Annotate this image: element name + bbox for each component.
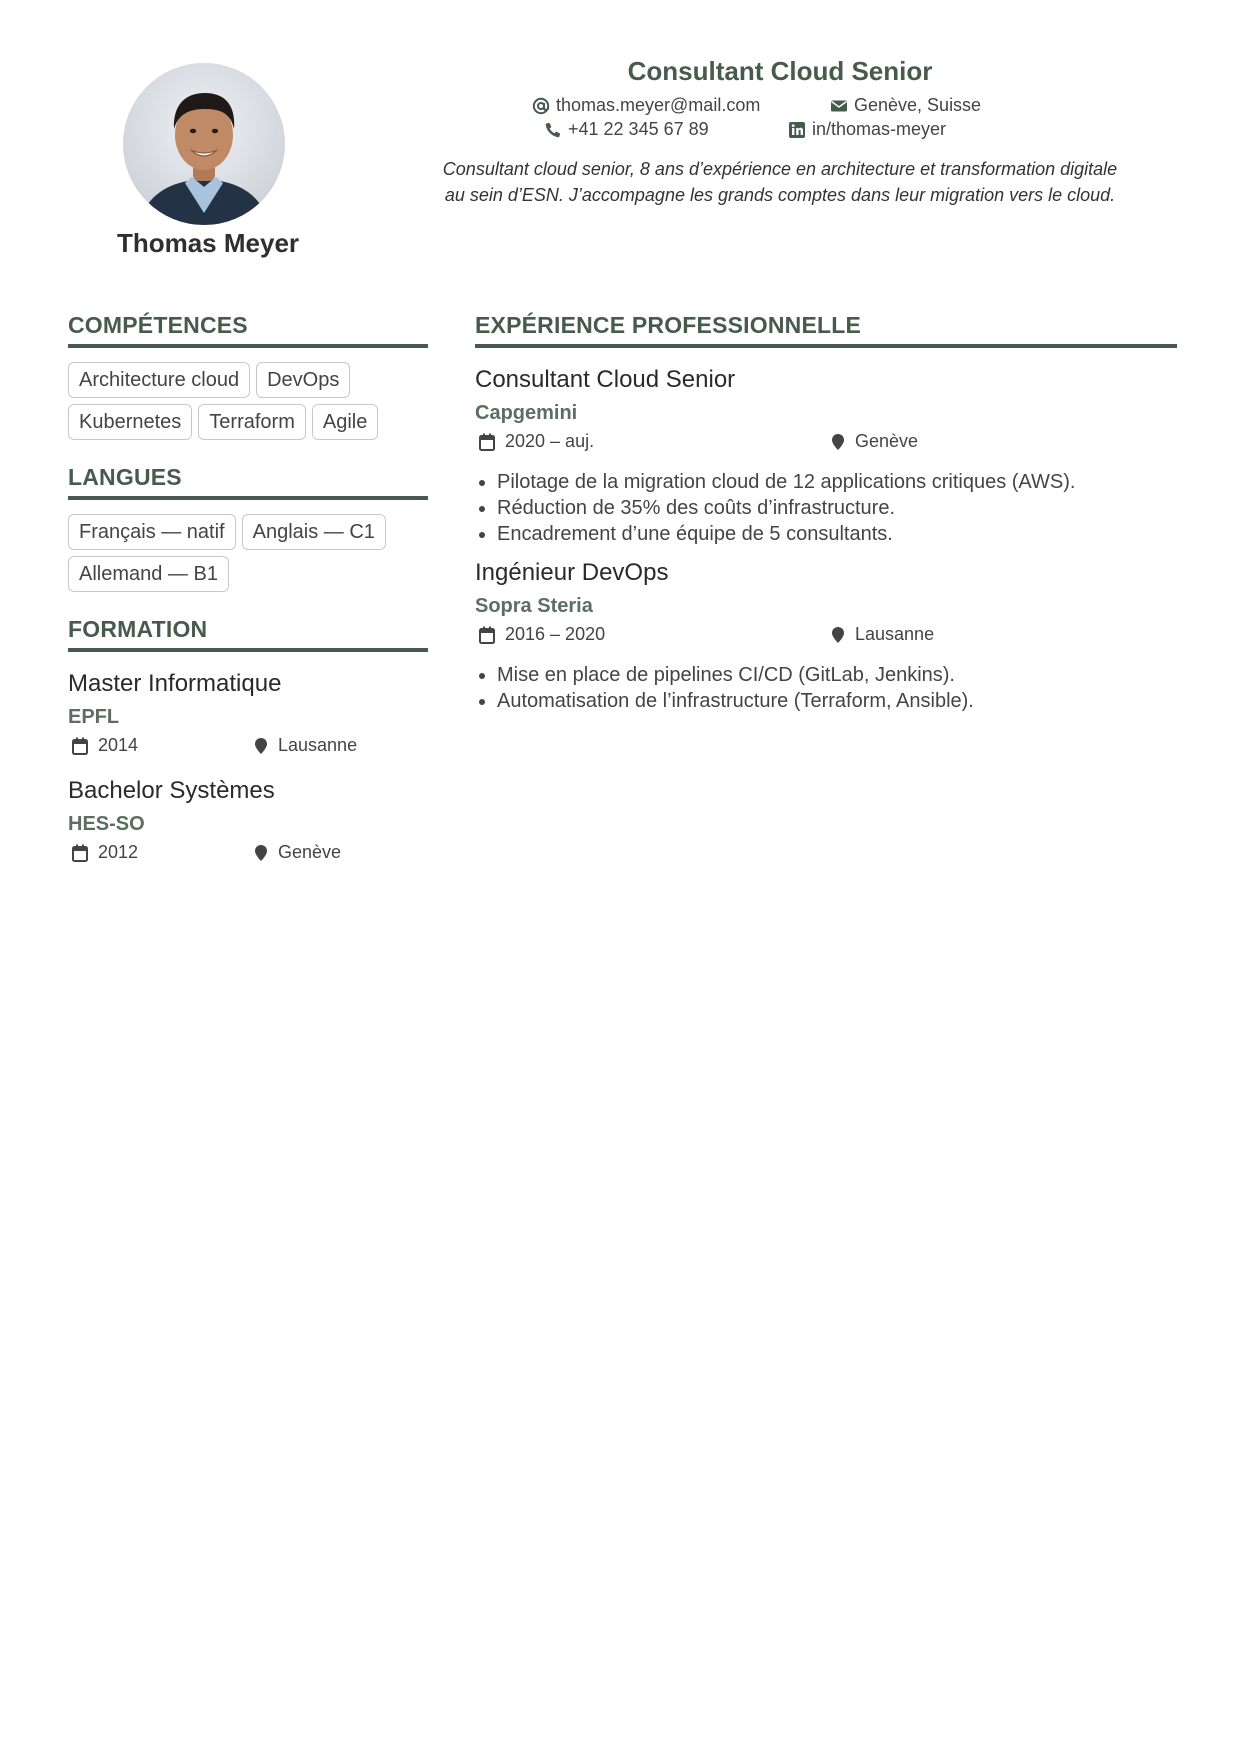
job-title: Consultant Cloud Senior xyxy=(475,366,736,393)
education-meta xyxy=(68,735,428,763)
achievement-item: Pilotage de la migration cloud de 12 applications critiques (AWS). xyxy=(475,469,1177,495)
experience-date-text: 2020 – auj. xyxy=(505,431,595,451)
profile-photo xyxy=(123,63,285,225)
experience-place-text: Lausanne xyxy=(855,624,935,644)
skill-tag: Architecture cloud xyxy=(68,362,250,398)
language-tag: Allemand — B1 xyxy=(68,556,229,592)
skill-tag: Kubernetes xyxy=(68,404,192,440)
map-pin-icon xyxy=(831,626,845,644)
calendar-icon xyxy=(72,844,88,862)
education-place-text: Genève xyxy=(278,842,342,862)
experience-date xyxy=(479,624,605,645)
job-title: Ingénieur DevOps xyxy=(475,559,669,586)
skills-section-title: COMPÉTENCES xyxy=(68,312,428,348)
education-date-text: 2014 xyxy=(98,735,139,755)
experience-place-text: Genève xyxy=(855,431,919,451)
contact-location-text: Genève, Suisse xyxy=(854,95,982,115)
contact-linkedin-text: in/thomas-meyer xyxy=(812,119,947,139)
headline-title: Consultant Cloud Senior xyxy=(627,56,933,86)
experience-date-text: 2016 – 2020 xyxy=(505,624,606,644)
language-tag: Français — natif xyxy=(68,514,236,550)
education-date xyxy=(72,842,138,863)
linkedin-icon xyxy=(788,121,806,139)
envelope-icon xyxy=(830,97,848,115)
avatar xyxy=(123,63,285,225)
education-place xyxy=(254,735,357,756)
contact-phone-text: +41 22 345 67 89 xyxy=(568,119,709,139)
school-name: HES-SO xyxy=(68,813,145,835)
summary-line: au sein d’ESN. J’accompagne les grands comptes dans leur migration vers le cloud. xyxy=(444,185,1116,205)
experience-place xyxy=(831,431,918,452)
calendar-icon xyxy=(479,626,495,644)
degree-title: Master Informatique xyxy=(68,670,282,697)
right-column xyxy=(475,312,1177,714)
achievement-item: Réduction de 35% des coûts d’infrastructure. xyxy=(475,495,1177,521)
language-tag: Anglais — C1 xyxy=(242,514,386,550)
experience-entry xyxy=(475,559,1177,714)
skill-tag: Terraform xyxy=(198,404,306,440)
education-date-text: 2012 xyxy=(98,842,139,862)
education-entry xyxy=(68,670,428,763)
experience-place xyxy=(831,624,934,645)
degree-title: Bachelor Systèmes xyxy=(68,777,275,804)
education-place xyxy=(254,842,341,863)
languages-section-title: LANGUES xyxy=(68,464,428,500)
languages-tags xyxy=(68,514,428,592)
company-name: Capgemini xyxy=(475,402,578,424)
achievement-item: Mise en place de pipelines CI/CD (GitLab, Jenkins). xyxy=(475,662,1177,688)
achievement-item: Automatisation de l’infrastructure (Terraform, Ansible). xyxy=(475,688,1177,714)
experience-section-title: EXPÉRIENCE PROFESSIONNELLE xyxy=(475,312,1177,348)
map-pin-icon xyxy=(254,737,268,755)
skills-tags xyxy=(68,362,428,440)
contact-location xyxy=(830,95,981,116)
education-section-title: FORMATION xyxy=(68,616,428,652)
at-icon xyxy=(532,97,550,115)
map-pin-icon xyxy=(254,844,268,862)
summary-line: Consultant cloud senior, 8 ans d’expérience en architecture et transformation digitale xyxy=(442,159,1118,179)
education-meta xyxy=(68,842,428,870)
calendar-icon xyxy=(72,737,88,755)
contact-email[interactable] xyxy=(532,95,760,116)
experience-meta xyxy=(475,624,1177,652)
school-name: EPFL xyxy=(68,706,120,728)
phone-icon xyxy=(544,121,562,139)
skill-tag: DevOps xyxy=(256,362,350,398)
experience-date xyxy=(479,431,594,452)
experience-entry xyxy=(475,366,1177,547)
left-column xyxy=(68,312,428,870)
map-pin-icon xyxy=(831,433,845,451)
education-date xyxy=(72,735,138,756)
achievement-list xyxy=(475,469,1177,547)
calendar-icon xyxy=(479,433,495,451)
skill-tag: Agile xyxy=(312,404,378,440)
contact-linkedin[interactable] xyxy=(788,119,946,140)
education-place-text: Lausanne xyxy=(278,735,358,755)
achievement-list xyxy=(475,662,1177,714)
contact-phone[interactable] xyxy=(544,119,709,140)
achievement-item: Encadrement d’une équipe de 5 consultants. xyxy=(475,521,1177,547)
candidate-name: Thomas Meyer xyxy=(116,228,300,258)
company-name: Sopra Steria xyxy=(475,595,593,617)
contact-email-text: thomas.meyer@mail.com xyxy=(556,95,761,115)
education-entry xyxy=(68,777,428,870)
profile-summary xyxy=(430,156,1130,208)
experience-meta xyxy=(475,431,1177,459)
